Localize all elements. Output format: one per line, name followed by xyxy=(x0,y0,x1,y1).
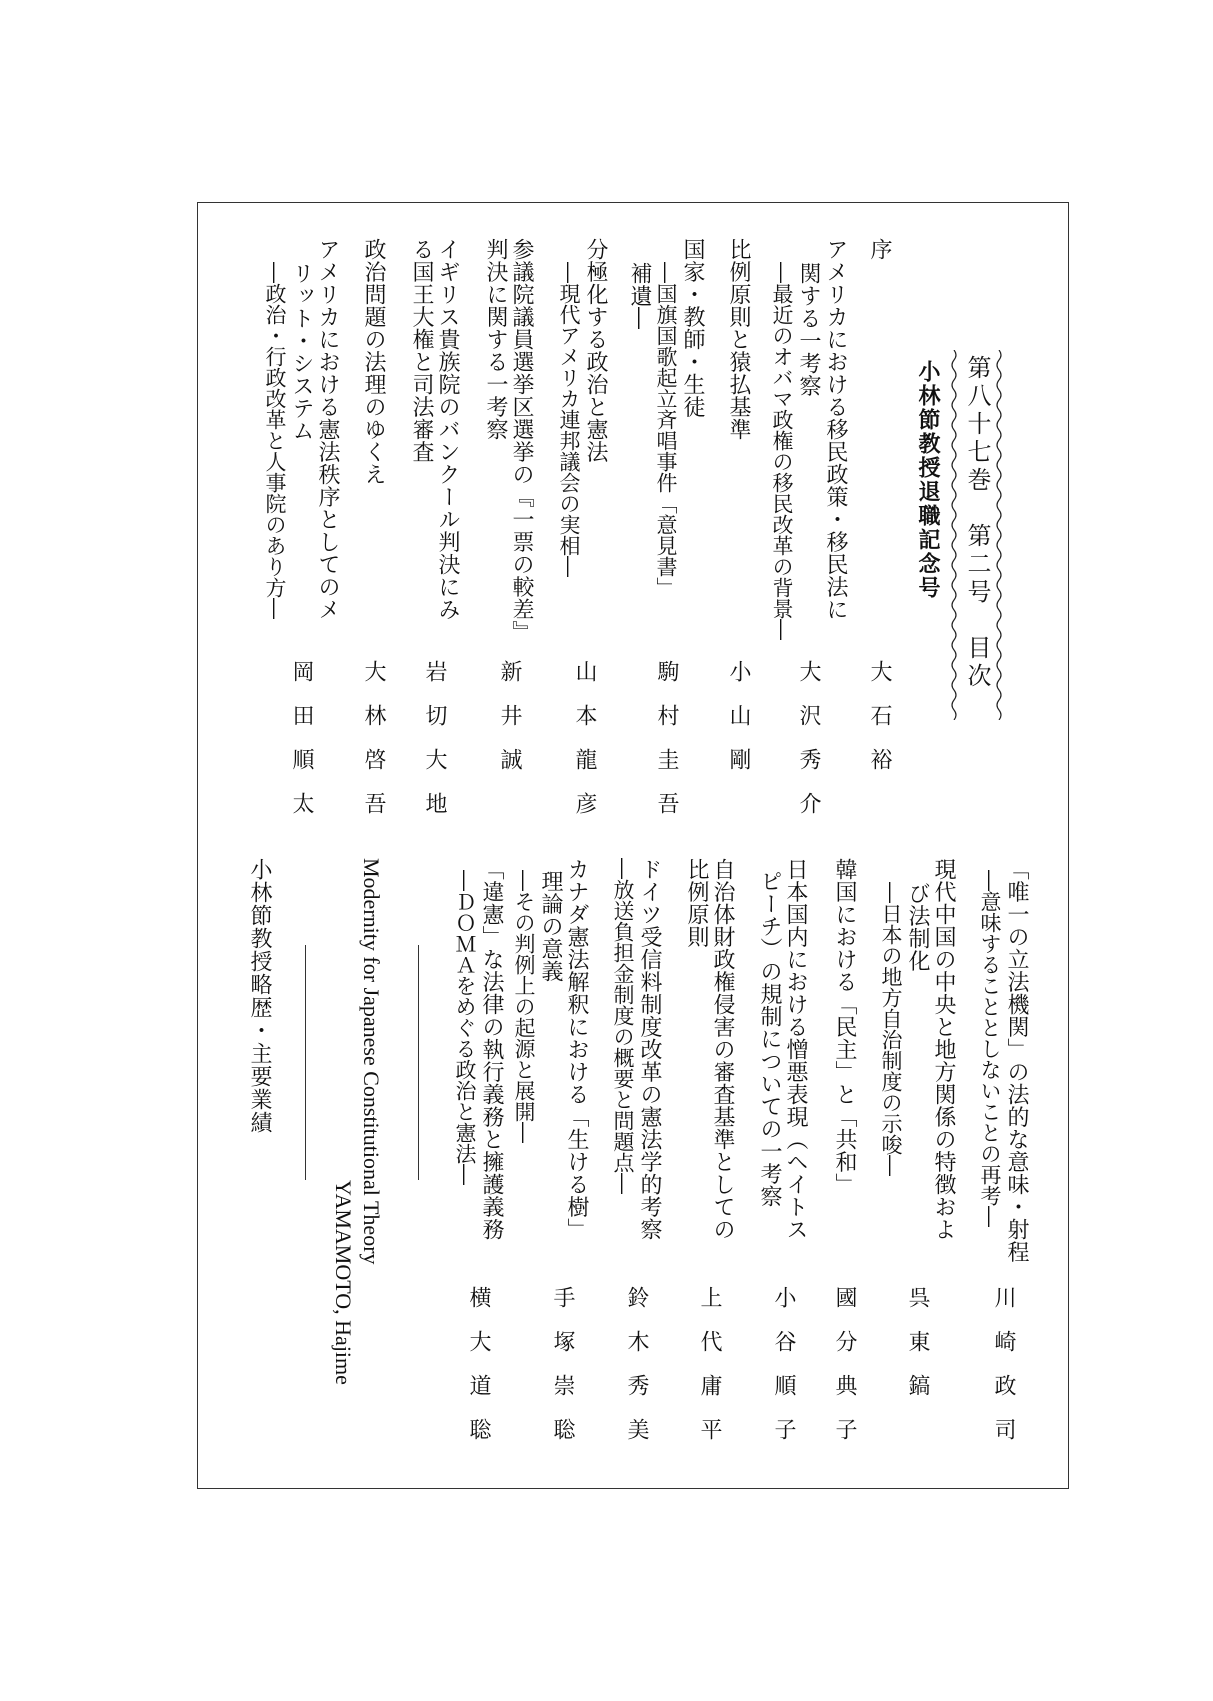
toc-title: び法制化 xyxy=(905,882,930,972)
toc-title: る国王大権と司法審査 xyxy=(409,238,434,463)
toc-author: 國分典子 xyxy=(832,1286,857,1462)
volume-title: 第八十七巻 第二号 目次 xyxy=(963,355,991,691)
english-article-title: Modernity for Japanese Constitutional Theory xyxy=(359,858,384,1265)
toc-author: 呉東鎬 xyxy=(905,1286,930,1418)
toc-title: カナダ憲法解釈における「生ける樹」 xyxy=(564,858,589,1241)
toc-author: 鈴木秀美 xyxy=(624,1286,649,1462)
toc-author: 大林啓吾 xyxy=(361,660,386,836)
toc-author: 上代庸平 xyxy=(697,1286,722,1462)
toc-author: 大沢秀介 xyxy=(796,660,821,836)
toc-title: 比例原則 xyxy=(684,858,709,948)
biography-entry: 小林節教授略歴・主要業績 xyxy=(247,858,272,1134)
toc-author: 岡田順太 xyxy=(289,660,314,836)
toc-title: 序 xyxy=(867,238,892,261)
toc-subtitle: ―最近のオバマ政権の移民改革の背景― xyxy=(770,262,794,640)
toc-author: 川崎政司 xyxy=(991,1286,1016,1462)
toc-title: 「唯一の立法機関」の法的な意味・射程 xyxy=(1004,858,1029,1263)
toc-subtitle: ―意味することとしないことの再考― xyxy=(978,870,1002,1227)
toc-title: アメリカにおける憲法秩序としてのメ xyxy=(315,238,340,621)
toc-author: 山本龍彦 xyxy=(572,660,597,836)
toc-subtitle: ―現代アメリカ連邦議会の実相― xyxy=(557,262,581,577)
toc-subtitle: ―その判例上の起源と展開― xyxy=(512,870,536,1143)
toc-author: 小谷順子 xyxy=(771,1286,796,1462)
toc-author: 小山剛 xyxy=(726,660,751,792)
toc-title: 国家・教師・生徒 xyxy=(680,238,705,418)
wavy-rule-left xyxy=(950,350,958,720)
wavy-rule-right xyxy=(995,350,1003,720)
toc-title: 「違憲」な法律の執行義務と擁護義務 xyxy=(479,858,504,1241)
toc-title: リット・システム xyxy=(289,262,314,442)
toc-subtitle: ―政治・行政改革と人事院のあり方― xyxy=(263,262,287,619)
toc-author: 横大道聡 xyxy=(466,1286,491,1462)
toc-title: イギリス貴族院のバンクール判決にみ xyxy=(435,238,460,621)
divider-rule xyxy=(418,945,419,1180)
toc-author: 駒村圭吾 xyxy=(654,660,679,836)
toc-author: 手塚崇聡 xyxy=(550,1286,575,1462)
toc-title: ドイツ受信料制度改革の憲法学的考察 xyxy=(637,858,662,1241)
toc-title: 比例原則と猿払基準 xyxy=(726,238,751,441)
toc-title: 韓国における「民主」と「共和」 xyxy=(832,858,857,1196)
toc-title: 日本国内における憎悪表現（ヘイトス xyxy=(783,858,808,1241)
toc-author: 岩切大地 xyxy=(422,660,447,836)
toc-title: 関する一考察 xyxy=(796,262,821,397)
toc-author: 新井誠 xyxy=(497,660,522,792)
toc-title: 理論の意義 xyxy=(538,870,563,983)
toc-title: 現代中国の中央と地方関係の特徴およ xyxy=(931,858,956,1241)
toc-subtitle: ―放送負担金制度の概要と問題点― xyxy=(611,858,635,1194)
toc-title: 政治問題の法理のゆくえ xyxy=(361,238,386,486)
divider-rule xyxy=(305,945,306,1180)
toc-title: 補遺― xyxy=(627,262,652,330)
toc-subtitle: ―国旗国歌起立斉唱事件「意見書」 xyxy=(654,262,678,598)
toc-title: ピーチ）の規制についての一考察 xyxy=(757,870,782,1208)
toc-title: 分極化する政治と憲法 xyxy=(583,238,608,463)
toc-title: アメリカにおける移民政策・移民法に xyxy=(823,238,848,621)
toc-subtitle: ―日本の地方自治制度の示唆― xyxy=(879,882,903,1176)
toc-author: 大石裕 xyxy=(867,660,892,792)
toc-title: 参議院議員選挙区選挙の『一票の較差』 xyxy=(509,238,534,643)
special-issue-title: 小林節教授退職記念号 xyxy=(915,360,940,600)
toc-title: 判決に関する一考察 xyxy=(483,238,508,441)
toc-subtitle: ―ＤＯＭＡをめぐる政治と憲法― xyxy=(453,870,477,1185)
toc-title: 自治体財政権侵害の審査基準としての xyxy=(710,858,735,1241)
english-article-author: YAMAMOTO, Hajime xyxy=(331,1180,356,1385)
